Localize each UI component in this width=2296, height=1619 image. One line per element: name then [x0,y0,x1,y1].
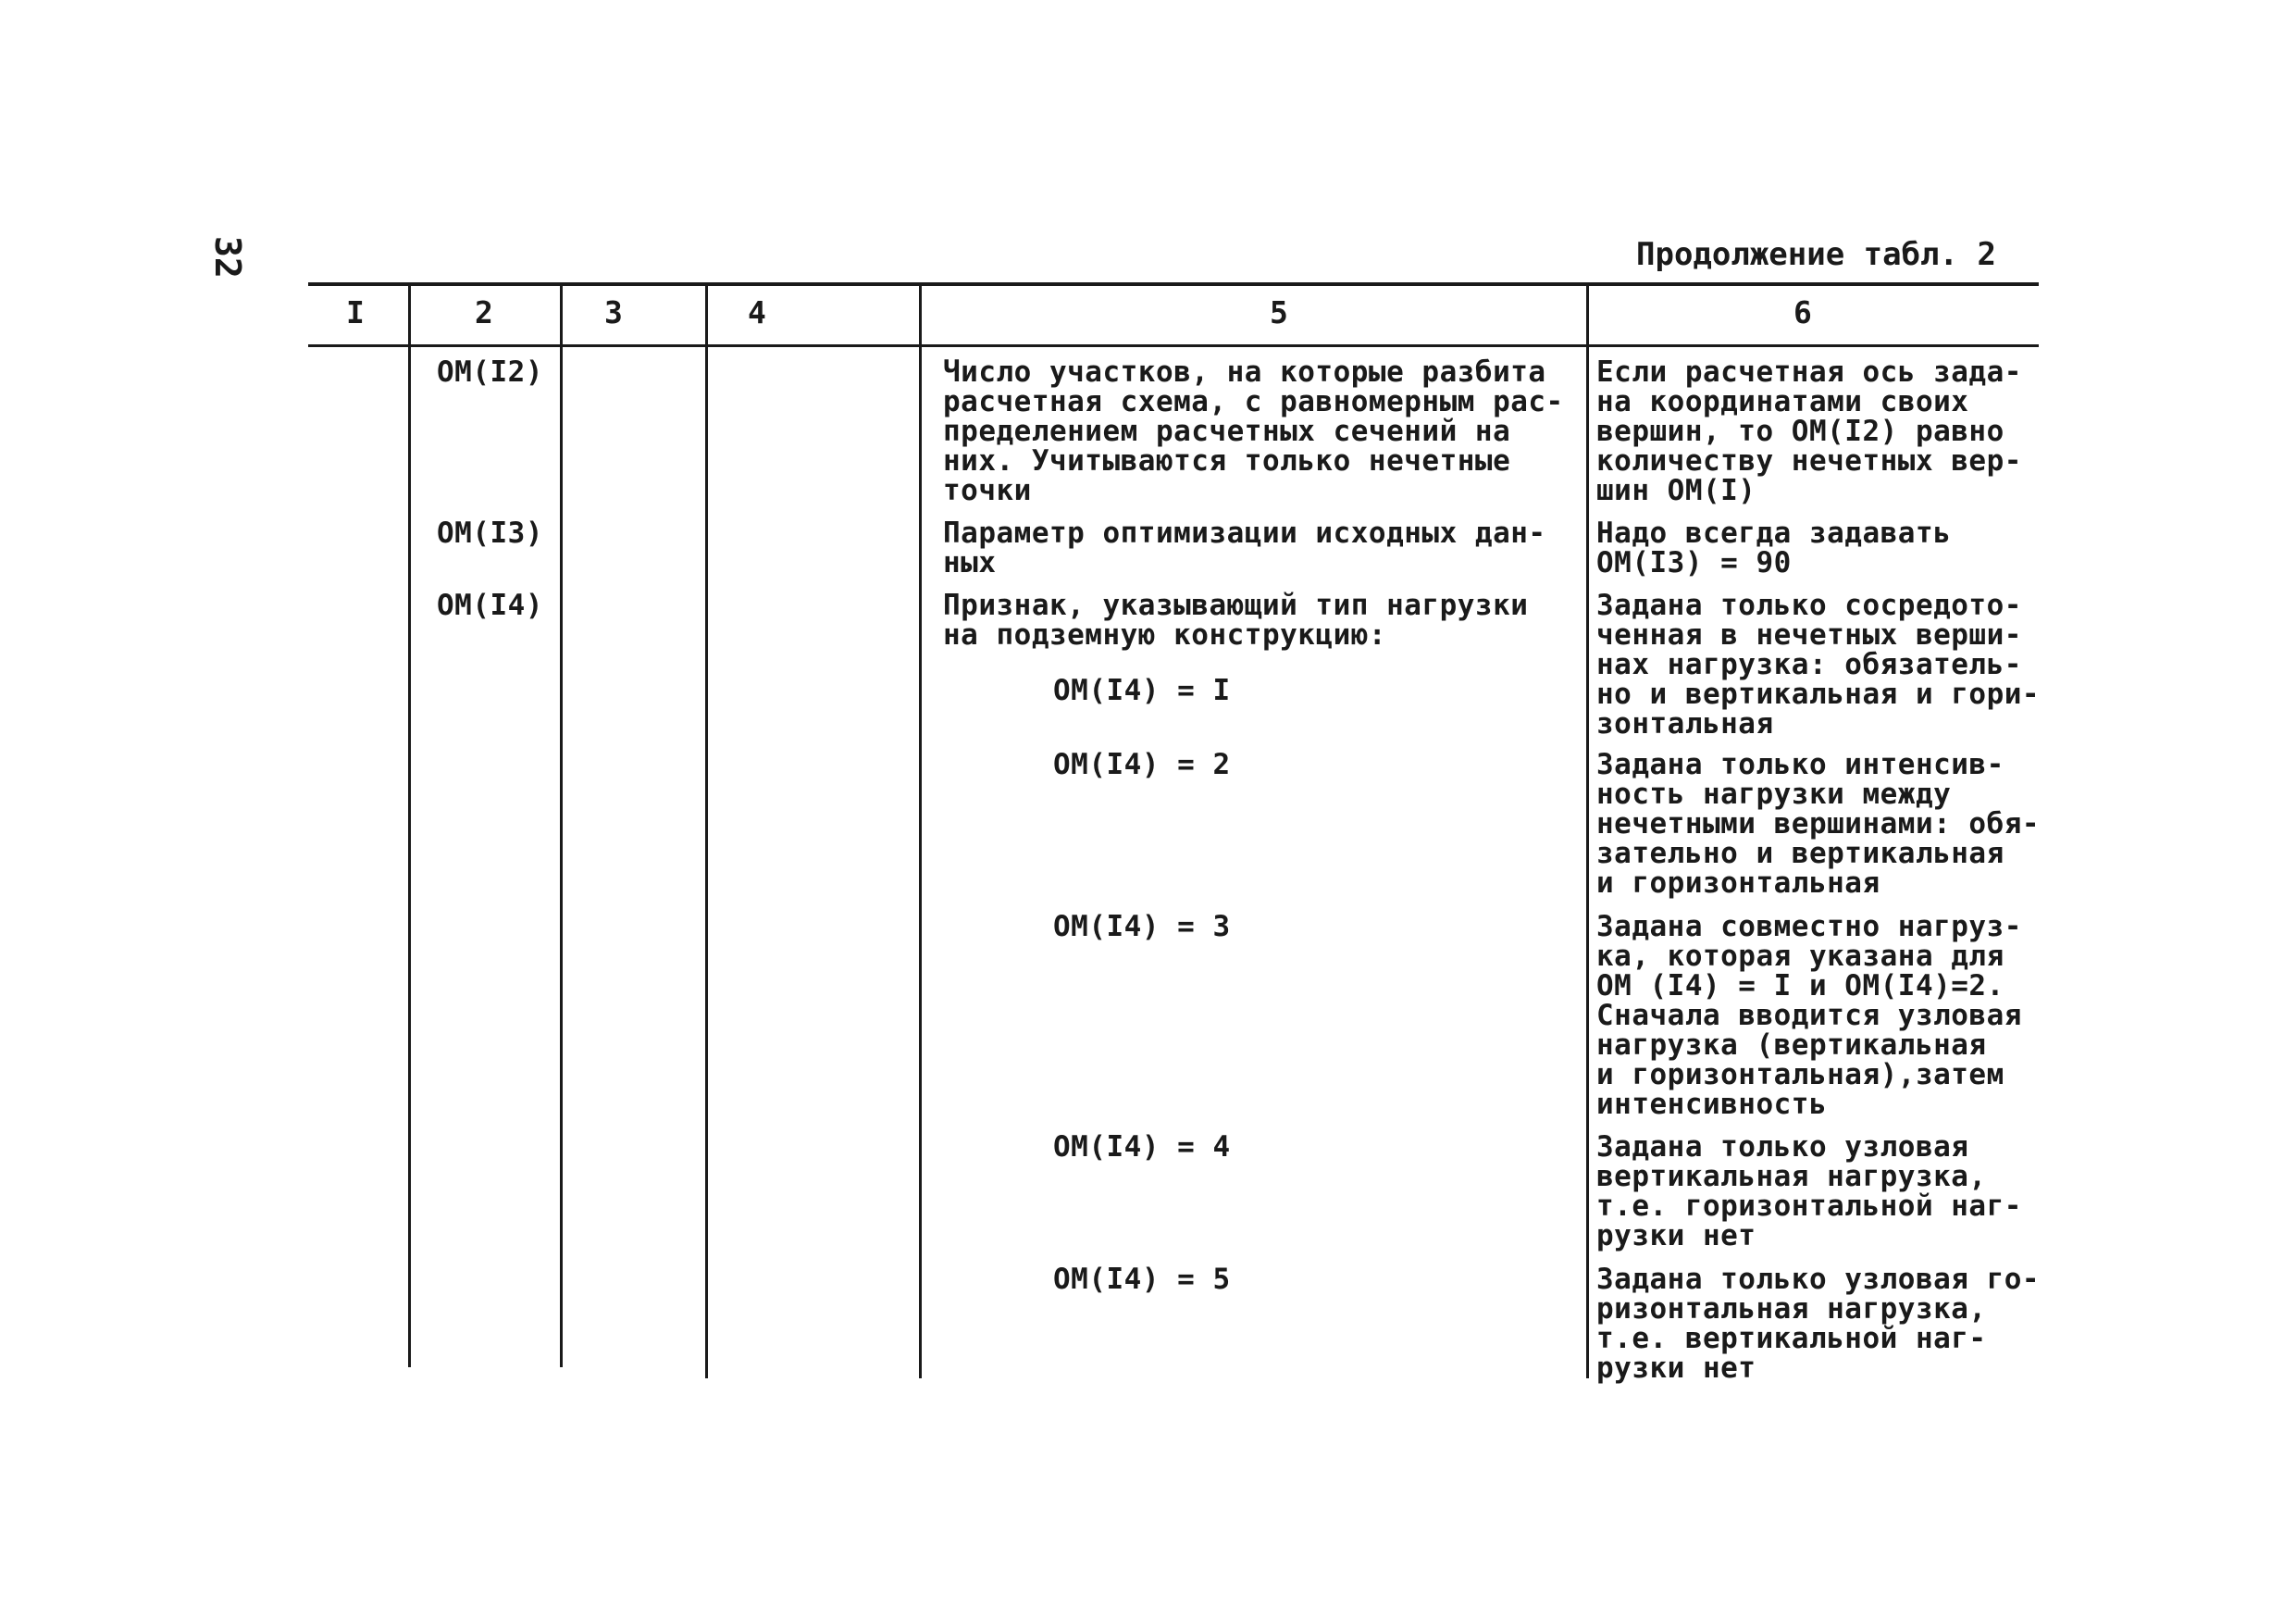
col-header-2: 2 [475,294,493,330]
col-header-5: 5 [1270,294,1288,330]
col-divider-5 [1586,284,1589,1378]
col-header-4: 4 [748,294,766,330]
table-row-om14-4-note: Задана только узловая вертикальная нагрузка, т.е. горизонтальной наг- рузки нет [1596,1130,2022,1252]
header-bottom-rule [308,344,2039,347]
table-row-om14-5-note: Задана только узловая го- ризонтальная нагрузка, т.е. вертикальной наг- рузки нет [1596,1263,2041,1385]
table-row-om14-param: ОМ(I4) [437,589,543,622]
table-row-om14-2-note: Задана только интенсив- ность нагрузки между нечетными вершинами: обя- зательно и вертикальная и горизонтальная [1596,748,2041,900]
col-divider-4 [919,284,922,1378]
table-row-om14-value-3: ОМ(I4) = 3 [1053,910,1231,943]
table-row-om12-param: ОМ(I2) [437,355,543,389]
col-divider-3 [705,284,708,1378]
table-row-om13-param: ОМ(I3) [437,517,543,550]
table-row-om14-note: Задана только сосредото- ченная в нечетных верши- нах нагрузка: обязатель- но и вертикальная и гори- зонтальная [1596,589,2041,741]
table-row-om12-description: Число участков, на которые разбита расчетная схема, с равномерным рас- пределением расчетных сечений на них. Учитываются только нечетные точки [943,355,1564,507]
col-divider-1 [408,284,411,1367]
col-divider-2 [560,284,563,1367]
table-row-om13-description: Параметр оптимизации исходных дан- ных [943,517,1546,579]
table-row-om14-value-1: ОМ(I4) = I [1053,674,1231,707]
col-header-1: I [346,294,365,330]
table-row-om13-note: Надо всегда задавать ОМ(I3) = 90 [1596,517,1952,579]
table-row-om12-note: Если расчетная ось зада- на координатами своих вершин, то ОМ(I2) равно количеству нечетных вер- шин ОМ(I) [1596,355,2022,507]
table-row-om14-value-4: ОМ(I4) = 4 [1053,1130,1231,1164]
col-header-3: 3 [604,294,623,330]
table-top-rule [308,282,2039,286]
col-header-6: 6 [1793,294,1812,330]
table-row-om14-description: Признак, указывающий тип нагрузки на подземную конструкцию: [943,589,1529,652]
table-row-om14-value-5: ОМ(I4) = 5 [1053,1263,1231,1296]
page-number: 32 [207,236,248,279]
table-caption: Продолжение табл. 2 [1636,236,1996,273]
table-row-om14-3-note: Задана совместно нагруз- ка, которая указана для ОМ (I4) = I и ОМ(I4)=2. Сначала вводится узловая нагрузка (вертикальная и горизонтальная),затем интенсивность [1596,910,2022,1121]
table-row-om14-value-2: ОМ(I4) = 2 [1053,748,1231,781]
